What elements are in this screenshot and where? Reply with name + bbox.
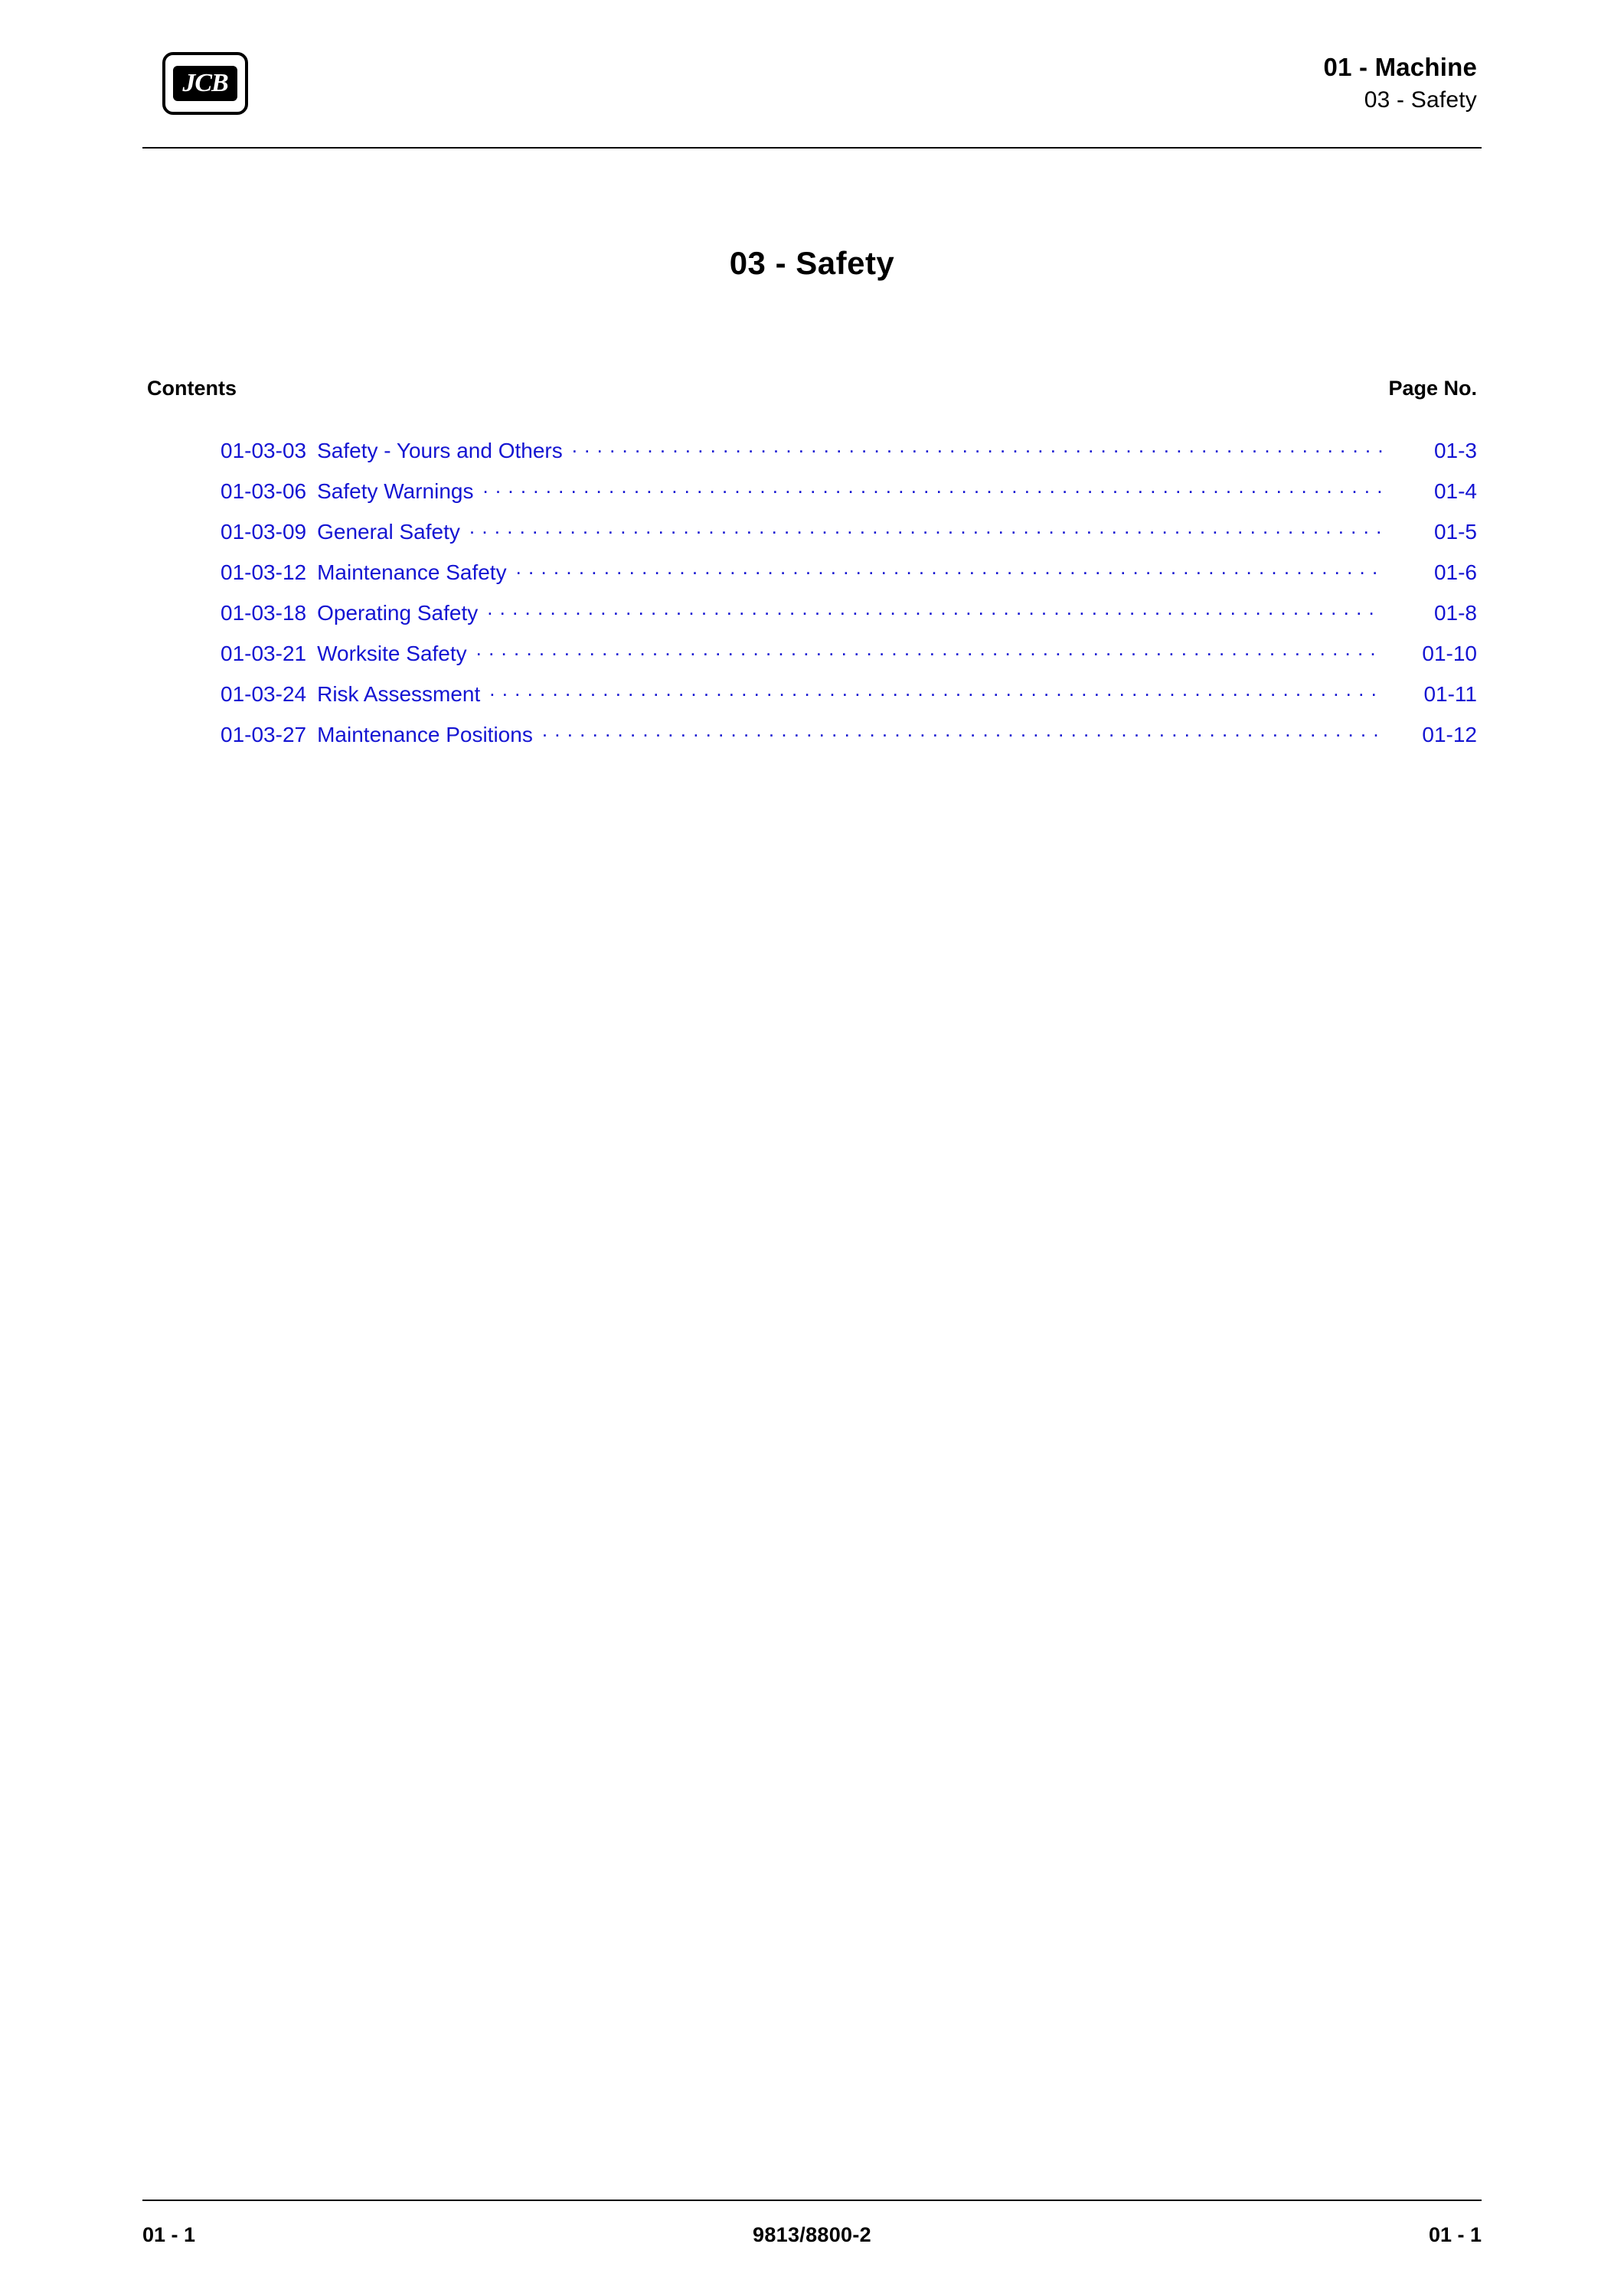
toc-entry[interactable] — [221, 720, 1477, 746]
footer-divider — [142, 2200, 1482, 2201]
toc-entry-page: 01-3 — [1433, 439, 1477, 462]
toc-leader-dots — [572, 436, 1382, 458]
toc-entry-number: 01-03-21 — [221, 642, 307, 665]
toc-entry[interactable] — [221, 477, 1477, 502]
header-section-title: 01 - Machine — [1323, 53, 1477, 81]
page-header — [142, 43, 1482, 158]
toc-entry-number: 01-03-18 — [221, 601, 307, 625]
toc-leader-dots — [476, 639, 1382, 661]
toc-entry-label: Safety Warnings — [317, 479, 474, 503]
header-divider — [142, 147, 1482, 149]
toc-entry-page: 01-4 — [1433, 479, 1477, 503]
toc-leader-dots — [542, 720, 1382, 742]
toc-entry-number: 01-03-03 — [221, 439, 307, 462]
toc-entry[interactable] — [221, 518, 1477, 543]
toc-entry-label: Operating Safety — [317, 601, 479, 625]
toc-entry-label: General Safety — [317, 520, 460, 544]
toc-entry[interactable] — [221, 639, 1477, 665]
toc-entry[interactable] — [221, 680, 1477, 705]
toc-leader-dots — [489, 680, 1382, 701]
header-titles — [1324, 51, 1477, 116]
toc-entry-page: 01-10 — [1422, 642, 1477, 665]
toc-entry-number: 01-03-12 — [221, 560, 307, 584]
toc-entry[interactable] — [221, 599, 1477, 624]
toc-entry-number: 01-03-27 — [221, 723, 307, 746]
footer-left-page-number: 01 - 1 — [142, 2223, 196, 2246]
toc-entry-label: Safety - Yours and Others — [317, 439, 563, 462]
toc-leader-dots — [516, 558, 1382, 580]
toc-leader-dots — [482, 477, 1382, 498]
footer-right-page-number: 01 - 1 — [1428, 2223, 1482, 2246]
toc-leader-dots — [487, 599, 1382, 620]
page-no-label: Page No. — [1388, 377, 1477, 400]
toc-entry-label: Risk Assessment — [317, 682, 481, 706]
page-footer — [142, 2223, 1482, 2247]
toc-entry[interactable] — [221, 436, 1477, 462]
toc-entry-number: 01-03-06 — [221, 479, 307, 503]
contents-header-row — [147, 377, 1477, 400]
toc-entry-page: 01-11 — [1423, 682, 1477, 706]
toc-entry-label: Maintenance Safety — [317, 560, 507, 584]
toc-entry-number: 01-03-24 — [221, 682, 307, 706]
toc-entry-page: 01-6 — [1433, 560, 1477, 584]
jcb-logo-badge — [173, 66, 237, 101]
toc-entry-page: 01-8 — [1433, 601, 1477, 625]
toc-entry-page: 01-5 — [1433, 520, 1477, 544]
jcb-logo-text: JCB — [182, 69, 228, 97]
toc-entry-number: 01-03-09 — [221, 520, 307, 544]
toc-entry-label: Worksite Safety — [317, 642, 467, 665]
page-title: 03 - Safety — [729, 245, 895, 281]
jcb-logo — [162, 52, 248, 115]
footer-document-number: 9813/8800-2 — [753, 2223, 871, 2246]
toc-entry-label: Maintenance Positions — [317, 723, 533, 746]
table-of-contents — [221, 436, 1477, 761]
toc-entry[interactable] — [221, 558, 1477, 583]
contents-label: Contents — [147, 377, 237, 400]
header-subsection-title: 03 - Safety — [1364, 87, 1477, 113]
toc-leader-dots — [469, 518, 1382, 539]
toc-entry-page: 01-12 — [1422, 723, 1477, 746]
